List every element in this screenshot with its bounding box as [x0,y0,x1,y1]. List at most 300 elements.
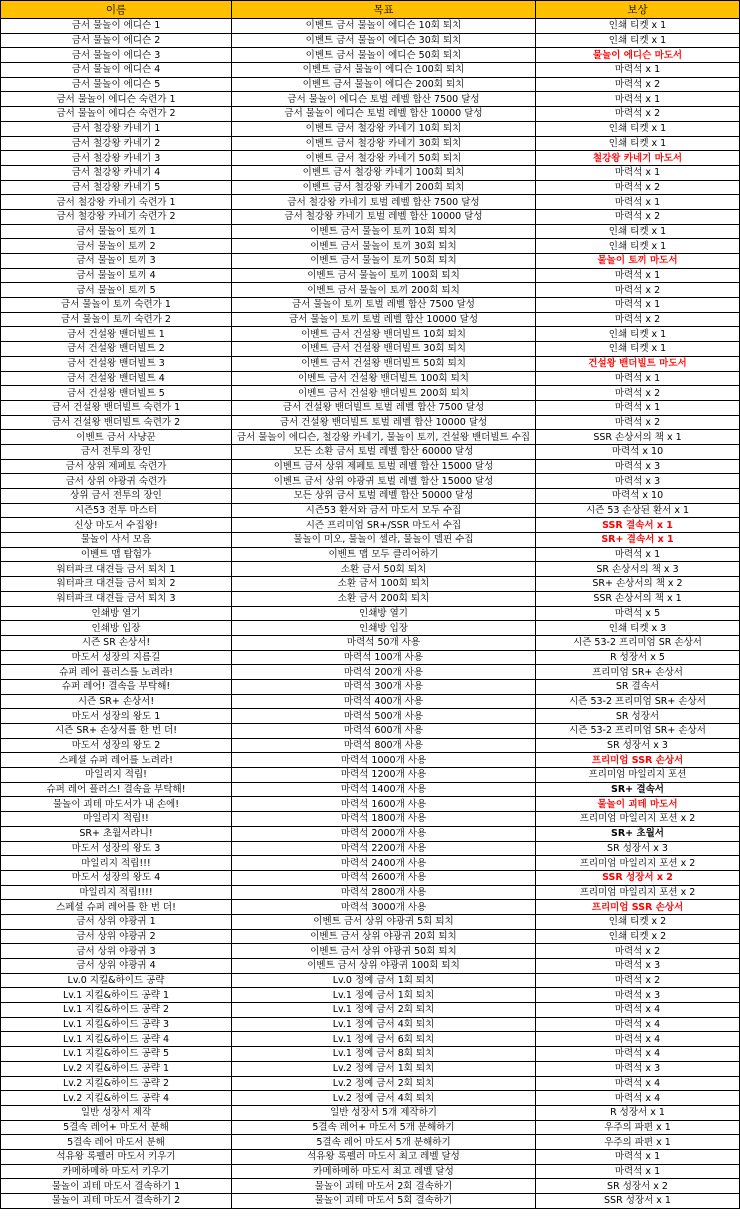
name-cell: 스페셜 슈퍼 레어를 한 번 더! [1,900,232,915]
name-cell: 마일리지 적립!!! [1,856,232,871]
goal-cell: 모든 상위 금서 토벌 레벨 합산 50000 달성 [232,489,536,504]
header-row [1,1,740,19]
table-row [1,973,740,988]
goal-cell: 금서 물놀이 토끼 토벌 레벨 합산 10000 달성 [232,312,536,327]
reward-cell: 우주의 파편 x 1 [536,1135,740,1150]
reward-cell: 마력석 x 4 [536,1091,740,1106]
table-row [1,1194,740,1209]
table-row [1,738,740,753]
reward-cell: 마력석 x 1 [536,63,740,78]
name-cell: Lv.1 지킬&하이드 공략 1 [1,988,232,1003]
reward-cell: 시즌 53-2 프리미엄 SR+ 손상서 [536,694,740,709]
name-cell: 인쇄방 열기 [1,606,232,621]
name-cell: 금서 철강왕 카네기 1 [1,121,232,136]
name-cell: 금서 물놀이 에디슨 1 [1,19,232,34]
name-cell: SR+ 초월서라니! [1,826,232,841]
reward-cell: 마력석 x 3 [536,959,740,974]
goal-cell: 이벤트 금서 철강왕 카네기 30회 퇴치 [232,136,536,151]
table-row [1,562,740,577]
goal-cell: Lv.1 정예 금서 1회 퇴치 [232,988,536,1003]
reward-cell: 마력석 x 4 [536,1032,740,1047]
reward-cell: 마력석 x 3 [536,988,740,1003]
name-cell: 일반 성장서 제작 [1,1105,232,1120]
name-cell: 슈퍼 레어! 결속을 부탁해! [1,679,232,694]
goal-cell: 금서 물놀이 토끼 토벌 레벨 합산 7500 달성 [232,298,536,313]
reward-cell: 마력석 x 4 [536,1003,740,1018]
name-cell: 시즌 SR 손상서! [1,635,232,650]
name-cell: Lv.2 지킬&하이드 공략 1 [1,1061,232,1076]
name-cell: 금서 물놀이 토끼 숙련가 2 [1,312,232,327]
name-cell: 금서 철강왕 카네기 4 [1,165,232,180]
reward-cell: 마력석 x 3 [536,459,740,474]
goal-cell: 이벤트 금서 철강왕 카네기 100회 퇴치 [232,165,536,180]
table-row [1,121,740,136]
reward-cell: 마력석 x 2 [536,312,740,327]
table-row [1,33,740,48]
table-row [1,283,740,298]
reward-cell: 마력석 x 10 [536,444,740,459]
reward-cell: 인쇄 티켓 x 1 [536,239,740,254]
table-row [1,63,740,78]
reward-cell: 마력석 x 1 [536,298,740,313]
name-cell: 마도서 성장의 지름길 [1,650,232,665]
goal-cell: 금서 물놀이 에디슨 토벌 레벨 합산 10000 달성 [232,107,536,122]
name-cell: 금서 건설왕 밴더빌트 숙련가 1 [1,400,232,415]
reward-cell: SSR 손상서의 책 x 1 [536,591,740,606]
reward-cell: 인쇄 티켓 x 1 [536,224,740,239]
reward-cell: 마력석 x 1 [536,371,740,386]
reward-cell: 건설왕 밴더빌트 마도서 [536,356,740,371]
table-row [1,826,740,841]
table-row [1,459,740,474]
reward-cell: 마력석 x 1 [536,268,740,283]
table-row [1,415,740,430]
table-row [1,606,740,621]
table-row [1,533,740,548]
table-row [1,107,740,122]
name-cell: Lv.1 지킬&하이드 공략 3 [1,1017,232,1032]
table-row [1,180,740,195]
name-cell: 물놀이 사서 모음 [1,533,232,548]
goal-cell: 마력석 300개 사용 [232,679,536,694]
reward-cell: SR 결속서 [536,679,740,694]
table-row [1,679,740,694]
reward-cell: R 성장서 x 1 [536,1105,740,1120]
reward-cell: 마력석 x 1 [536,92,740,107]
goal-cell: Lv.2 정예 금서 4회 퇴치 [232,1091,536,1106]
goal-cell: 이벤트 금서 상위 야광귀 100회 퇴치 [232,959,536,974]
name-cell: Lv.0 지킬&하이드 공략 [1,973,232,988]
goal-cell: Lv.1 정예 금서 6회 퇴치 [232,1032,536,1047]
goal-cell: Lv.2 정예 금서 2회 퇴치 [232,1076,536,1091]
name-cell: 마일리지 적립!! [1,812,232,827]
name-cell: 금서 철강왕 카네기 2 [1,136,232,151]
name-cell: 금서 물놀이 에디슨 5 [1,77,232,92]
reward-cell: 마력석 x 2 [536,415,740,430]
reward-cell: 마력석 x 4 [536,1017,740,1032]
table-row [1,400,740,415]
goal-cell: 물놀이 괴테 마도서 2회 결속하기 [232,1179,536,1194]
goal-cell: 이벤트 금서 물놀이 에디슨 100회 퇴치 [232,63,536,78]
goal-cell: 금서 철강왕 카네기 토벌 레벨 합산 7500 달성 [232,195,536,210]
table-row [1,885,740,900]
reward-cell: SSR 손상서의 책 x 1 [536,430,740,445]
table-body [1,19,740,1209]
reward-cell: 마력석 x 10 [536,489,740,504]
reward-cell: 마력석 x 2 [536,973,740,988]
goal-cell: 마력석 1600개 사용 [232,797,536,812]
name-cell: 마도서 성장의 왕도 3 [1,841,232,856]
table-row [1,1032,740,1047]
name-cell: Lv.2 지킬&하이드 공략 4 [1,1091,232,1106]
name-cell: 이벤트 금서 사냥꾼 [1,430,232,445]
name-cell: 워터파크 대견들 금서 퇴치 2 [1,577,232,592]
name-cell: 인쇄방 입장 [1,621,232,636]
name-cell: Lv.2 지킬&하이드 공략 2 [1,1076,232,1091]
table-row [1,356,740,371]
goal-cell: 이벤트 금서 철강왕 카네기 200회 퇴치 [232,180,536,195]
name-cell: 스페셜 슈퍼 레어를 노려라! [1,753,232,768]
table-row [1,1017,740,1032]
reward-cell: 물놀이 토끼 마도서 [536,254,740,269]
goal-cell: 금서 철강왕 카네기 토벌 레벨 합산 10000 달성 [232,209,536,224]
table-row [1,1003,740,1018]
name-cell: 5결속 레어 마도서 분해 [1,1135,232,1150]
goal-cell: 마력석 3000개 사용 [232,900,536,915]
goal-cell: 마력석 1400개 사용 [232,782,536,797]
reward-cell: 마력석 x 1 [536,400,740,415]
table-row [1,1164,740,1179]
name-cell: 워터파크 대견들 금서 퇴치 1 [1,562,232,577]
name-cell: 물놀이 괴테 마도서 결속하기 1 [1,1179,232,1194]
table-row [1,841,740,856]
table-row [1,635,740,650]
goal-cell: 이벤트 금서 상위 야광귀 20회 퇴치 [232,929,536,944]
goal-cell: 마력석 2800개 사용 [232,885,536,900]
goal-cell: 일반 성장서 5개 제작하기 [232,1105,536,1120]
reward-cell: 물놀이 괴테 마도서 [536,797,740,812]
reward-cell: 마력석 x 1 [536,1149,740,1164]
reward-cell: 인쇄 티켓 x 1 [536,33,740,48]
goal-cell: 소환 금서 200회 퇴치 [232,591,536,606]
goal-cell: 이벤트 금서 물놀이 토끼 200회 퇴치 [232,283,536,298]
name-cell: 금서 물놀이 토끼 2 [1,239,232,254]
name-cell: 물놀이 괴테 마도서가 내 손에! [1,797,232,812]
goal-cell: Lv.0 정예 금서 1회 퇴치 [232,973,536,988]
goal-cell: 이벤트 금서 건설왕 밴더빌트 10회 퇴치 [232,327,536,342]
goal-cell: Lv.2 정예 금서 1회 퇴치 [232,1061,536,1076]
reward-cell: 인쇄 티켓 x 1 [536,136,740,151]
name-cell: 시즌 SR+ 손상서를 한 번 더! [1,724,232,739]
reward-cell: 프리미엄 SSR 손상서 [536,753,740,768]
name-cell: 마도서 성장의 왕도 2 [1,738,232,753]
name-cell: 금서 물놀이 토끼 1 [1,224,232,239]
table-row [1,254,740,269]
reward-cell: 마력석 x 4 [536,1047,740,1062]
name-cell: 금서 건설왕 밴더빌트 1 [1,327,232,342]
goal-cell: 5결속 레어 마도서 5개 분해하기 [232,1135,536,1150]
name-cell: 5결속 레어+ 마도서 분해 [1,1120,232,1135]
name-cell: 슈퍼 레어 플러스를 노려라! [1,665,232,680]
reward-cell: SR 성장서 x 2 [536,1179,740,1194]
goal-cell: 금서 물놀이 에디슨, 철강왕 카네기, 물놀이 토끼, 건설왕 밴더빌트 수집 [232,430,536,445]
goal-cell: 이벤트 금서 물놀이 토끼 100회 퇴치 [232,268,536,283]
goal-cell: 이벤트 금서 상위 야광귀 토벌 레벨 합산 15000 달성 [232,474,536,489]
table-row [1,709,740,724]
name-cell: 금서 상위 야광귀 1 [1,914,232,929]
reward-cell: SR+ 손상서의 책 x 2 [536,577,740,592]
reward-cell: 인쇄 티켓 x 2 [536,914,740,929]
reward-cell: 인쇄 티켓 x 1 [536,327,740,342]
goal-cell: 마력석 800개 사용 [232,738,536,753]
table-row [1,371,740,386]
goal-cell: 석유왕 록펠러 마도서 최고 레벨 달성 [232,1149,536,1164]
goal-cell: 이벤트 금서 건설왕 밴더빌트 50회 퇴치 [232,356,536,371]
goal-cell: 이벤트 금서 물놀이 에디슨 200회 퇴치 [232,77,536,92]
reward-cell: 인쇄 티켓 x 3 [536,621,740,636]
reward-cell: SSR 성장서 x 1 [536,1194,740,1209]
table-row [1,577,740,592]
table-row [1,489,740,504]
goal-cell: 이벤트 금서 물놀이 에디슨 30회 퇴치 [232,33,536,48]
name-cell: 금서 물놀이 에디슨 숙련가 2 [1,107,232,122]
header-reward: 보상 [536,1,740,19]
table-row [1,1105,740,1120]
header-name: 이름 [1,1,232,19]
goal-cell: 마력석 2200개 사용 [232,841,536,856]
reward-cell: 마력석 x 1 [536,195,740,210]
name-cell: Lv.1 지킬&하이드 공략 2 [1,1003,232,1018]
name-cell: Lv.1 지킬&하이드 공략 4 [1,1032,232,1047]
name-cell: 금서 물놀이 에디슨 2 [1,33,232,48]
goal-cell: 시즌53 환서와 금서 마도서 모두 수집 [232,503,536,518]
goal-cell: 이벤트 금서 철강왕 카네기 50회 퇴치 [232,151,536,166]
name-cell: 금서 건설왕 밴더빌트 5 [1,386,232,401]
name-cell: 마도서 성장의 왕도 1 [1,709,232,724]
goal-cell: 5결속 레어+ 마도서 5개 분해하기 [232,1120,536,1135]
table-row [1,591,740,606]
table-row [1,988,740,1003]
reward-cell: SR 손상서의 책 x 3 [536,562,740,577]
reward-cell: 인쇄 티켓 x 1 [536,19,740,34]
goal-cell: 금서 건설왕 밴더빌트 토벌 레벨 합산 7500 달성 [232,400,536,415]
table-row [1,474,740,489]
table-row [1,856,740,871]
table-row [1,914,740,929]
goal-cell: 이벤트 맵 모두 클리어하기 [232,547,536,562]
goal-cell: 마력석 1000개 사용 [232,753,536,768]
name-cell: 상위 금서 전투의 장인 [1,489,232,504]
name-cell: 금서 물놀이 토끼 숙련가 1 [1,298,232,313]
goal-cell: 마력석 100개 사용 [232,650,536,665]
name-cell: 슈퍼 레어 플러스! 결속을 부탁해! [1,782,232,797]
name-cell: 금서 상위 야광귀 2 [1,929,232,944]
name-cell: 금서 상위 제페토 숙련가 [1,459,232,474]
name-cell: 마일리지 적립! [1,768,232,783]
reward-cell: 마력석 x 4 [536,1076,740,1091]
goal-cell: 물놀이 괴테 마도서 5회 결속하기 [232,1194,536,1209]
goal-cell: 이벤트 금서 물놀이 토끼 30회 퇴치 [232,239,536,254]
name-cell: 워터파크 대견들 금서 퇴치 3 [1,591,232,606]
table-row [1,665,740,680]
reward-cell: 마력석 x 1 [536,547,740,562]
name-cell: 시즌53 전투 마스터 [1,503,232,518]
name-cell: 마일리지 적립!!!! [1,885,232,900]
reward-cell: 마력석 x 5 [536,606,740,621]
table-row [1,518,740,533]
name-cell: 금서 건설왕 밴더빌트 4 [1,371,232,386]
goal-cell: 마력석 1200개 사용 [232,768,536,783]
header-goal: 목표 [232,1,536,19]
name-cell: 이벤트 맵 탐험가 [1,547,232,562]
table-row [1,959,740,974]
name-cell: 석유왕 록펠러 마도서 키우기 [1,1149,232,1164]
name-cell: 금서 물놀이 토끼 4 [1,268,232,283]
goal-cell: Lv.1 정예 금서 8회 퇴치 [232,1047,536,1062]
table-row [1,239,740,254]
goal-cell: Lv.1 정예 금서 2회 퇴치 [232,1003,536,1018]
table-row [1,1047,740,1062]
table-row [1,19,740,34]
name-cell: 금서 물놀이 에디슨 4 [1,63,232,78]
goal-cell: 물놀이 미오, 물놀이 셀라, 물놀이 델핀 수집 [232,533,536,548]
reward-cell: 프리미엄 SR+ 손상서 [536,665,740,680]
goal-cell: 소환 금서 50회 퇴치 [232,562,536,577]
reward-cell: 시즌 53-2 프리미엄 SR+ 손상서 [536,724,740,739]
table-row [1,724,740,739]
reward-cell: 마력석 x 2 [536,386,740,401]
table-row [1,547,740,562]
table-row [1,782,740,797]
table-row [1,900,740,915]
goal-cell: 카메하메하 마도서 최고 레벨 달성 [232,1164,536,1179]
name-cell: 금서 물놀이 에디슨 3 [1,48,232,63]
reward-cell: SR 성장서 x 3 [536,841,740,856]
goal-cell: 모든 소환 금서 토벌 레벨 합산 60000 달성 [232,444,536,459]
name-cell: 금서 물놀이 에디슨 숙련가 1 [1,92,232,107]
reward-cell: R 성장서 x 5 [536,650,740,665]
reward-cell: 인쇄 티켓 x 2 [536,929,740,944]
table-row [1,694,740,709]
name-cell: 물놀이 괴테 마도서 결속하기 2 [1,1194,232,1209]
goal-cell: 금서 물놀이 에디슨 토벌 레벨 합산 7500 달성 [232,92,536,107]
name-cell: 시즌 SR+ 손상서! [1,694,232,709]
name-cell: 금서 상위 야광귀 숙련가 [1,474,232,489]
table-row [1,1076,740,1091]
table-row [1,165,740,180]
reward-cell: 마력석 x 2 [536,944,740,959]
goal-cell: 마력석 2600개 사용 [232,870,536,885]
name-cell: 금서 철강왕 카네기 숙련가 2 [1,209,232,224]
table-row [1,327,740,342]
goal-cell: 이벤트 금서 상위 야광귀 50회 퇴치 [232,944,536,959]
goal-cell: 소환 금서 100회 퇴치 [232,577,536,592]
reward-cell: 프리미엄 마일리지 포션 x 2 [536,812,740,827]
name-cell: 금서 상위 야광귀 4 [1,959,232,974]
goal-cell: 인쇄방 열기 [232,606,536,621]
table-row [1,444,740,459]
name-cell: Lv.1 지킬&하이드 공략 5 [1,1047,232,1062]
name-cell: 마도서 성장의 왕도 4 [1,870,232,885]
reward-cell: 시즌 53 손상된 환서 x 1 [536,503,740,518]
goal-cell: 마력석 1800개 사용 [232,812,536,827]
table-row [1,768,740,783]
table-row [1,812,740,827]
table-row [1,48,740,63]
reward-cell: 프리미엄 마일리지 포션 x 2 [536,856,740,871]
goal-cell: 이벤트 금서 물놀이 에디슨 10회 퇴치 [232,19,536,34]
reward-cell: SSR 성장서 x 2 [536,870,740,885]
goal-cell: 이벤트 금서 건설왕 밴더빌트 200회 퇴치 [232,386,536,401]
reward-cell: 인쇄 티켓 x 1 [536,121,740,136]
table-row [1,1149,740,1164]
reward-cell: 마력석 x 3 [536,1061,740,1076]
table-row [1,1091,740,1106]
table-row [1,209,740,224]
goal-cell: 이벤트 금서 물놀이 토끼 50회 퇴치 [232,254,536,269]
goal-cell: 이벤트 금서 건설왕 밴더빌트 100회 퇴치 [232,371,536,386]
goal-cell: 마력석 200개 사용 [232,665,536,680]
goal-cell: 마력석 2400개 사용 [232,856,536,871]
table-row [1,650,740,665]
table-row [1,224,740,239]
table-row [1,136,740,151]
reward-cell: 마력석 x 2 [536,180,740,195]
table-row [1,929,740,944]
name-cell: 금서 건설왕 밴더빌트 숙련가 2 [1,415,232,430]
name-cell: 금서 전투의 장인 [1,444,232,459]
table-row [1,1135,740,1150]
reward-cell: 마력석 x 2 [536,283,740,298]
reward-cell: 시즌 53-2 프리미엄 SR 손상서 [536,635,740,650]
goal-cell: 금서 건설왕 밴더빌트 토벌 레벨 합산 10000 달성 [232,415,536,430]
goal-cell: 이벤트 금서 상위 제페토 토벌 레벨 합산 15000 달성 [232,459,536,474]
reward-cell: 프리미엄 마일리지 포션 [536,768,740,783]
name-cell: 신상 마도서 수집왕! [1,518,232,533]
reward-cell: 마력석 x 2 [536,209,740,224]
reward-cell: 마력석 x 3 [536,474,740,489]
table-row [1,797,740,812]
table-row [1,1179,740,1194]
table-row [1,753,740,768]
reward-cell: 마력석 x 2 [536,107,740,122]
reward-cell: 인쇄 티켓 x 1 [536,342,740,357]
goal-cell: 이벤트 금서 물놀이 에디슨 50회 퇴치 [232,48,536,63]
name-cell: 카메하메하 마도서 키우기 [1,1164,232,1179]
table-row [1,386,740,401]
goal-cell: 시즌 프리미엄 SR+/SSR 마도서 수집 [232,518,536,533]
reward-cell: 프리미엄 마일리지 포션 x 2 [536,885,740,900]
goal-cell: 이벤트 금서 물놀이 토끼 10회 퇴치 [232,224,536,239]
table-row [1,1061,740,1076]
name-cell: 금서 상위 야광귀 3 [1,944,232,959]
reward-cell: SR 성장서 [536,709,740,724]
table-row [1,342,740,357]
name-cell: 금서 철강왕 카네기 3 [1,151,232,166]
name-cell: 금서 물놀이 토끼 5 [1,283,232,298]
table-row [1,195,740,210]
reward-cell: 마력석 x 1 [536,1164,740,1179]
reward-cell: SR+ 초월서 [536,826,740,841]
goal-cell: 이벤트 금서 상위 야광귀 5회 퇴치 [232,914,536,929]
table-row [1,92,740,107]
goal-cell: 인쇄방 입장 [232,621,536,636]
goal-cell: 마력석 500개 사용 [232,709,536,724]
table-row [1,268,740,283]
goal-cell: 마력석 50개 사용 [232,635,536,650]
name-cell: 금서 철강왕 카네기 5 [1,180,232,195]
reward-cell: 마력석 x 1 [536,165,740,180]
